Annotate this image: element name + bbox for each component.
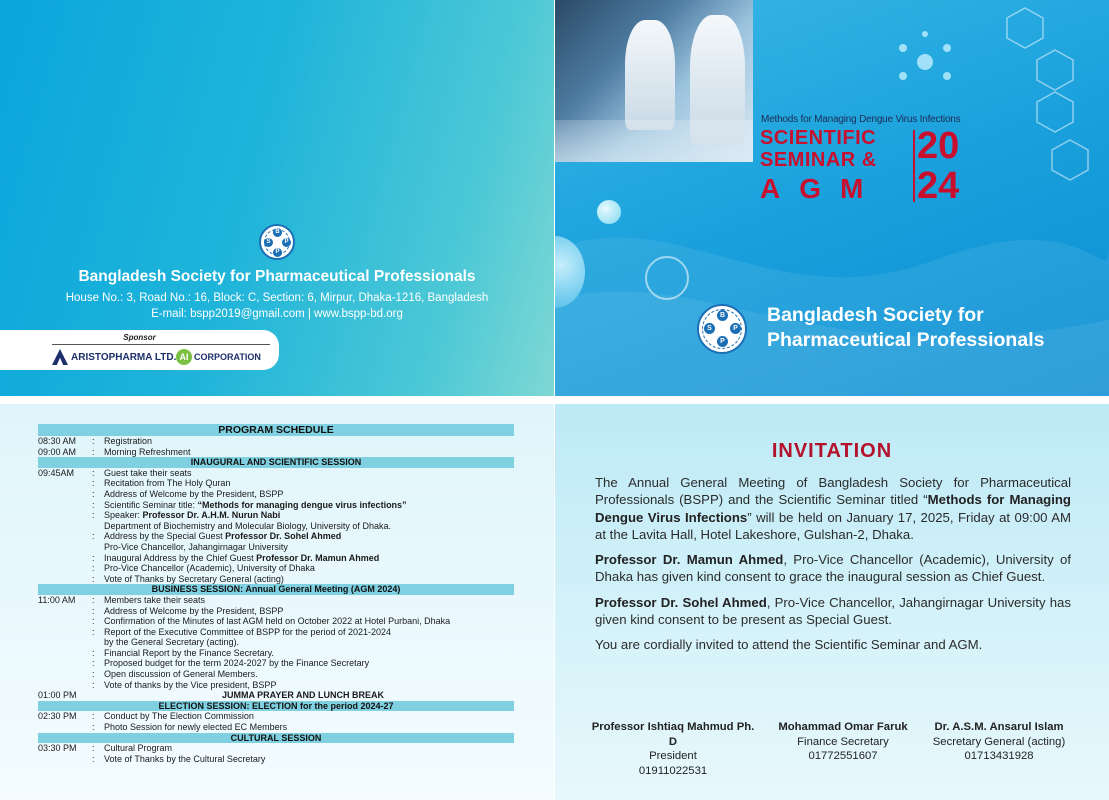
lab-scientist-photo: [555, 0, 753, 162]
schedule-time: [38, 489, 92, 500]
schedule-time: [38, 606, 92, 617]
back-cover-panel: [0, 0, 554, 396]
schedule-text: Speaker: Professor Dr. A.H.M. Nurun Nabi: [104, 510, 281, 521]
schedule-text: Proposed budget for the term 2024-2027 by the Finance Secretary: [104, 658, 370, 669]
organization-address: House No.: 3, Road No.: 16, Block: C, Section: 6, Mirpur, Dhaka-1216, Bangladesh: [65, 292, 489, 304]
schedule-time: [38, 542, 92, 553]
schedule-time: [38, 616, 92, 627]
logo-letter: B: [717, 310, 728, 321]
aristopharma-logo-icon: [52, 349, 68, 365]
schedule-time: [38, 574, 92, 585]
schedule-row: [38, 542, 514, 553]
schedule-row: : Open discussion of General Members.: [38, 669, 514, 680]
schedule-time: [38, 510, 92, 521]
schedule-row: 09:45AM : Guest take their seats: [38, 468, 514, 479]
schedule-text: Morning Refreshment: [104, 446, 191, 457]
decor-ring: [645, 256, 689, 300]
schedule-row: 09:00 AM : Morning Refreshment: [38, 447, 514, 458]
schedule-text: Address of Welcome by the President, BSPP: [104, 488, 284, 499]
schedule-time: [38, 500, 92, 511]
sponsor-box: [0, 330, 279, 370]
title-line-2: SEMINAR &: [760, 149, 877, 171]
schedule-text: Address by the Special Guest Professor Dr. Sohel Ahmed: [104, 531, 342, 542]
bspp-logo: [697, 304, 747, 354]
schedule-row: : Pro-Vice Chancellor (Academic), University of Dhaka: [38, 563, 514, 574]
schedule-row: 08:30 AM : Registration: [38, 436, 514, 447]
schedule-break: JUMMA PRAYER AND LUNCH BREAK: [221, 690, 384, 701]
schedule-text: Address of Welcome by the President, BSPP: [104, 605, 284, 616]
schedule-text: Financial Report by the Finance Secretary.: [104, 647, 274, 658]
schedule-time: [38, 478, 92, 489]
logo-letter: B: [273, 228, 282, 237]
invitation-paragraph: Professor Dr. Sohel Ahmed, Pro-Vice Chancellor, Jahangirnagar University has given kind consent to be present as Special Guest.: [595, 594, 1071, 628]
schedule-text: Recitation from The Holy Quran: [104, 478, 231, 489]
schedule-text: Confirmation of the Minutes of last AGM held on October 2022 at Hotel Purbani, Dhaka: [104, 616, 451, 627]
schedule-time: 02:30 PM: [38, 711, 77, 722]
schedule-text: Open discussion of General Members.: [104, 669, 258, 680]
schedule-text: Inaugural Address by the Chief Guest Professor Dr. Mamun Ahmed: [104, 552, 380, 563]
sponsor-corporation: AI CORPORATION: [176, 349, 261, 365]
schedule-time: [38, 754, 92, 765]
schedule-time: 09:45AM: [38, 467, 75, 478]
schedule-time: [38, 521, 92, 532]
organization-contact: E-mail: bspp2019@gmail.com | www.bspp-bd.org: [151, 308, 403, 320]
schedule-text: Report of the Executive Committee of BSPP for the period of 2021-2024: [104, 626, 391, 637]
title-line-1: SCIENTIFIC: [760, 127, 877, 149]
schedule-row: : Proposed budget for the term 2024-2027 by the Finance Secretary: [38, 658, 514, 669]
signatory-president: Professor Ishtiaq Mahmud Ph. D President 01911022531: [591, 721, 755, 777]
logo-letter: S: [704, 323, 715, 334]
schedule-row: : Address of Welcome by the President, BSPP: [38, 489, 514, 500]
schedule-text: Scientific Seminar title: “Methods for managing dengue virus infections”: [104, 499, 407, 510]
schedule-row: [38, 637, 514, 648]
schedule-time: [38, 680, 92, 691]
schedule-row: : Confirmation of the Minutes of last AGM held on October 2022 at Hotel Purbani, Dhaka: [38, 616, 514, 627]
schedule-text: Conduct by The Election Commission: [104, 711, 254, 722]
schedule-time: [38, 669, 92, 680]
schedule-time: 03:30 PM: [38, 743, 77, 754]
schedule-text: Registration: [104, 436, 153, 446]
schedule-text: Cultural Program: [104, 743, 173, 754]
schedule-row: : Photo Session for newly elected EC Members: [38, 722, 514, 733]
signatory-secretary-general: Dr. A.S.M. Ansarul Islam Secretary General (acting) 01713431928: [932, 721, 1066, 762]
schedule-row: : Recitation from The Holy Quran: [38, 478, 514, 489]
schedule-time: 01:00 PM: [38, 690, 77, 701]
invitation-title: INVITATION: [771, 440, 893, 462]
schedule-time: [38, 722, 92, 733]
signatory-finance-secretary: Mohammad Omar Faruk Finance Secretary 01772551607: [778, 721, 908, 762]
logo-letter: P: [282, 238, 291, 247]
cover-year: 20 24: [917, 125, 960, 207]
schedule-time: [38, 658, 92, 669]
schedule-row: : Financial Report by the Finance Secretary.: [38, 648, 514, 659]
schedule-text: by the General Secretary (acting).: [104, 637, 240, 648]
schedule-time: [38, 627, 92, 638]
schedule-text: Vote of Thanks by the Cultural Secretary: [104, 753, 266, 764]
schedule-row: : Scientific Seminar title: “Methods for managing dengue virus infections”: [38, 500, 514, 511]
schedule-row: : Inaugural Address by the Chief Guest Professor Dr. Mamun Ahmed: [38, 553, 514, 564]
schedule-row: 11:00 AM : Members take their seats: [38, 595, 514, 606]
schedule-text: Vote of thanks by the Vice president, BSPP: [104, 679, 277, 690]
schedule-time: [38, 531, 92, 542]
logo-letter: P: [273, 248, 282, 257]
schedule-text: Pro-Vice Chancellor (Academic), University of Dhaka: [104, 563, 315, 574]
decor-bubble: [597, 200, 621, 224]
schedule-row: [38, 690, 514, 701]
invitation-body: [595, 474, 1071, 662]
schedule-row: 02:30 PM : Conduct by The Election Commission: [38, 711, 514, 722]
program-schedule-panel: [0, 404, 554, 800]
schedule-time: 11:00 AM: [38, 594, 76, 605]
front-cover-panel: [555, 0, 1109, 396]
session-header: CULTURAL SESSION: [38, 733, 514, 744]
schedule-time: [38, 648, 92, 659]
logo-letter: P: [730, 323, 741, 334]
cover-subtitle: Methods for Managing Dengue Virus Infections: [761, 114, 961, 125]
bspp-logo: [259, 224, 295, 260]
schedule-row: 03:30 PM : Cultural Program: [38, 743, 514, 754]
sponsor-aristopharma: ARISTOPHARMA LTD.: [52, 349, 176, 365]
schedule-heading: PROGRAM SCHEDULE: [38, 424, 514, 436]
schedule-row: : Vote of thanks by the Vice president, BSPP: [38, 680, 514, 691]
schedule-time: 09:00 AM: [38, 446, 77, 457]
invitation-panel: [555, 404, 1109, 800]
title-divider: [913, 130, 915, 202]
schedule-row: : Address by the Special Guest Professor Dr. Sohel Ahmed: [38, 531, 514, 542]
title-line-3: AGM: [760, 173, 883, 204]
session-header: INAUGURAL AND SCIENTIFIC SESSION: [38, 457, 514, 468]
corporation-logo-icon: AI: [176, 349, 192, 365]
schedule-row: : Vote of Thanks by Secretary General (acting): [38, 574, 514, 585]
organization-name: Bangladesh Society for Pharmaceutical Professionals: [78, 268, 476, 285]
session-header: ELECTION SESSION: ELECTION for the period 2024-27: [38, 701, 514, 712]
schedule-text: Photo Session for newly elected EC Members: [104, 722, 288, 733]
schedule-row: : Speaker: Professor Dr. A.H.M. Nurun Nabi: [38, 510, 514, 521]
schedule-text: Pro-Vice Chancellor, Jahangirnagar University: [104, 541, 288, 552]
schedule-time: [38, 553, 92, 564]
schedule-time: [38, 563, 92, 574]
invitation-paragraph: Professor Dr. Mamun Ahmed, Pro-Vice Chancellor (Academic), University of Dhaka has given kind consent to grace the inaugural session as Chief Guest.: [595, 552, 1071, 585]
schedule-row: [38, 521, 514, 532]
program-schedule: [38, 424, 514, 764]
invitation-paragraph: You are cordially invited to attend the Scientific Seminar and AGM.: [595, 637, 983, 653]
schedule-text: Department of Biochemistry and Molecular Biology, University of Dhaka.: [104, 520, 391, 531]
schedule-time: [38, 637, 92, 648]
cover-organization-name: Bangladesh Society for Pharmaceutical Professionals: [767, 304, 1045, 351]
schedule-row: : Address of Welcome by the President, BSPP: [38, 606, 514, 617]
session-header: BUSINESS SESSION: Annual General Meeting (AGM 2024): [38, 584, 514, 595]
schedule-time: 08:30 AM: [38, 436, 77, 446]
sponsor-label: Sponsor: [123, 333, 156, 342]
logo-letter: P: [717, 336, 728, 347]
invitation-paragraph: The Annual General Meeting of Bangladesh Society for Pharmaceutical Professionals (BSPP) and the Scientific Seminar titled “Methods for Managing Dengue Virus Infections” will be held on January 17, 2025, Friday at 09:00 AM at the Lavita Hall, Hotel Lakeshore, Gulshan-2, Dhaka.: [595, 475, 1071, 542]
logo-letter: S: [264, 238, 273, 247]
schedule-row: : Vote of Thanks by the Cultural Secretary: [38, 754, 514, 765]
schedule-text: Guest take their seats: [104, 467, 192, 478]
schedule-text: Members take their seats: [104, 594, 206, 605]
schedule-row: : Report of the Executive Committee of BSPP for the period of 2021-2024: [38, 627, 514, 638]
schedule-text: Vote of Thanks by Secretary General (acting): [104, 573, 284, 584]
